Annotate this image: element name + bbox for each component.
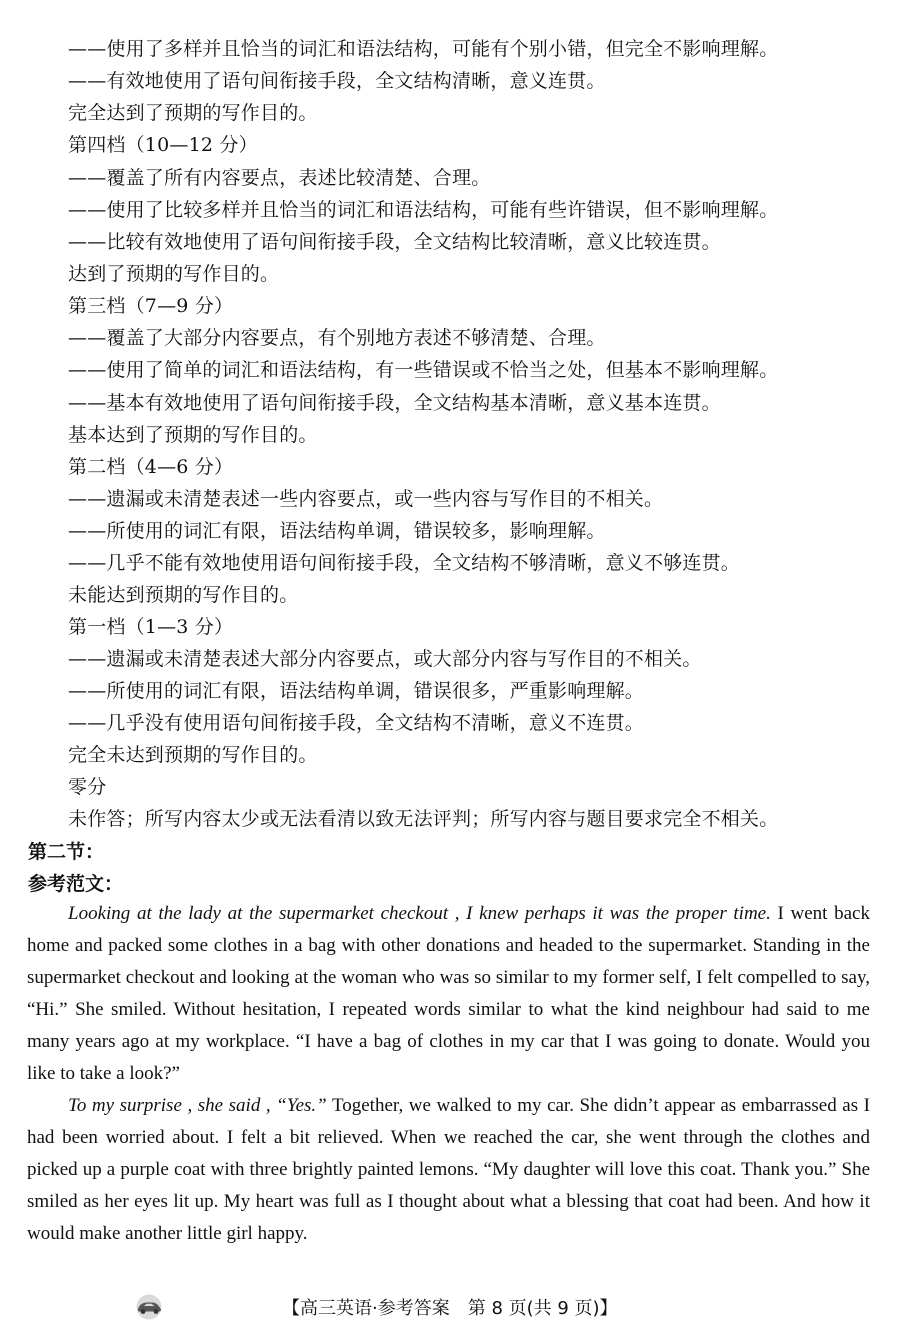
rubric-line: ——遗漏或未清楚表述一些内容要点，或一些内容与写作目的不相关。 (68, 488, 664, 510)
rubric-line: 未能达到预期的写作目的。 (68, 584, 299, 606)
rubric-grade-heading: 第四档（10—12 分） (68, 134, 258, 156)
rubric-line: ——比较有效地使用了语句间衔接手段，全文结构比较清晰，意义比较连贯。 (68, 231, 721, 253)
rubric-line: 完全达到了预期的写作目的。 (68, 102, 318, 124)
essay-paragraph-1 (27, 898, 870, 1090)
rubric-grade-heading: 第二档（4—6 分） (68, 456, 234, 478)
rubric-line: 完全未达到预期的写作目的。 (68, 744, 318, 766)
car-logo-icon (130, 1294, 168, 1320)
rubric-line: ——使用了比较多样并且恰当的词汇和语法结构，可能有些许错误，但不影响理解。 (68, 199, 779, 221)
rubric-line: ——覆盖了所有内容要点，表述比较清楚、合理。 (68, 167, 491, 189)
sample-essay (27, 898, 870, 1250)
rubric-line: ——基本有效地使用了语句间衔接手段，全文结构基本清晰，意义基本连贯。 (68, 392, 721, 414)
essay-p1-body: I went back home and packed some clothes in a bag with other donations and headed to the supermarket. Standing in the supermarket checkout and looking at the woman who was so similar to my former self, I felt compelled to say, “Hi.” She smiled. Without hesitation, I repeated words similar to what the kind neighbour had said to me many years ago at my workplace. “I have a bag of clothes in my car that I was going to donate. Would you like to take a look?” (27, 903, 870, 1084)
essay-p2-lead: To my surprise , she said , “Yes.” (68, 1095, 327, 1116)
rubric-line: ——所使用的词汇有限，语法结构单调，错误很多，严重影响理解。 (68, 680, 645, 702)
rubric-line: ——使用了多样并且恰当的词汇和语法结构，可能有个别小错，但完全不影响理解。 (68, 38, 779, 60)
rubric-line: 达到了预期的写作目的。 (68, 263, 280, 285)
rubric-line: ——覆盖了大部分内容要点，有个别地方表述不够清楚、合理。 (68, 327, 606, 349)
rubric-grade-heading: 第三档（7—9 分） (68, 295, 234, 317)
rubric-line: ——所使用的词汇有限，语法结构单调，错误较多，影响理解。 (68, 520, 606, 542)
rubric-line: ——使用了简单的词汇和语法结构，有一些错误或不恰当之处，但基本不影响理解。 (68, 359, 779, 381)
rubric-line: 未作答；所写内容太少或无法看清以致无法评判；所写内容与题目要求完全不相关。 (68, 808, 779, 830)
essay-paragraph-2 (27, 1090, 870, 1250)
rubric-line: ——几乎不能有效地使用语句间衔接手段，全文结构不够清晰，意义不够连贯。 (68, 552, 741, 574)
rubric-line: ——几乎没有使用语句间衔接手段，全文结构不清晰，意义不连贯。 (68, 712, 645, 734)
rubric-line: ——遗漏或未清楚表述大部分内容要点，或大部分内容与写作目的不相关。 (68, 648, 702, 670)
rubric-grade-heading: 第一档（1—3 分） (68, 616, 234, 638)
section-heading: 第二节： (28, 841, 105, 863)
rubric-grade-heading: 零分 (68, 776, 107, 798)
rubric-line: 基本达到了预期的写作目的。 (68, 424, 318, 446)
footer-page-info: 【高三英语·参考答案 第 8 页(共 9 页)】 (282, 1298, 618, 1319)
essay-p1-lead: Looking at the lady at the supermarket checkout , I knew perhaps it was the proper time. (68, 903, 771, 924)
rubric-line: ——有效地使用了语句间衔接手段，全文结构清晰，意义连贯。 (68, 70, 606, 92)
page-footer (0, 1294, 900, 1324)
sample-label: 参考范文： (28, 873, 124, 895)
essay-p2-body: Together, we walked to my car. She didn’t appear as embarrassed as I had been worried about. I felt a bit relieved. When we reached the car, she went through the clothes and picked up a purple coat with three brightly painted lemons. “My daughter will love this coat. Thank you.” She smiled as her eyes lit up. My heart was full as I thought about what a blessing that coat had been. And how it would make another little girl happy. (27, 1095, 870, 1244)
